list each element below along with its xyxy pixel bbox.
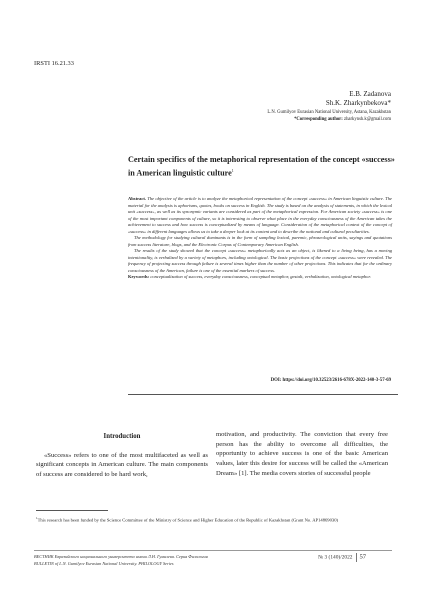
journal-name-ru: ВЕСТНИК Евразийского национального университета имени Л.Н. Гумилева. Серия Филология (34, 554, 208, 559)
author-affiliation: L.N. Gumilyov Eurasian National University, Astana, Kazakhstan (267, 110, 391, 115)
body-paragraph: «Success» refers to one of the most multifaceted as well as significant concepts in American culture. The main components of success are considered to be hard work, (36, 451, 208, 479)
footer-separator (356, 553, 357, 562)
issue-info (318, 553, 366, 562)
keywords-text: conceptualization of success, everyday consciousness, conceptual metaphor, gestalt, verbalization, ontological metaphor. (150, 274, 371, 279)
abstract-paragraph: The methodology for studying cultural dominants is in the form of sampling lexical, paremic, phraseological units, sayings and quotations from success literature, blogs, and the Electronic Corpus of Contemporary American English. (128, 235, 392, 247)
abstract-text: The objective of the article is to analyze the metaphorical representation of the concept «success» in American linguistic culture. The material for the analysis is aphorisms, quotes, books on success in English. The study is based on the analysis of statements, in which the lexical unit «success», as well as its synonymic variants are considered as part of the metaphorical expression. For American society «success» is one of the most important components of culture, so it is interesting to observe what place in the everyday consciousness of the American takes the achievement to success and how success is conceptualized by means of language. Consideration of the metaphorical context of the concept of «success» in different languages allows us to take a deeper look at its content and to describe the national and cultural peculiarities. (128, 196, 392, 234)
keywords-label: Keywords: (128, 274, 150, 279)
doi-label: DOI: (270, 378, 282, 383)
abstract-paragraph: The results of the study showed that the concept «success» metaphorically acts as an object, is likened to a living being, has a moving intentionality, is verbalized by a variety of metaphors, including ontological. The basic projections of the concept «success» were revealed. The frequency of projecting success through failure is several times higher than the number of other projections. This indicates that for the ordinary consciousness of the American, failure is one of the essential markers of success. (128, 248, 392, 273)
issue-number: № 3 (140)/2022 (318, 554, 353, 561)
article-title-text: Certain specifics of the metaphorical representation of the concept «success» in American linguistic culture (128, 155, 395, 178)
footnote-mark: 1 (36, 516, 38, 520)
doi (271, 378, 391, 383)
article-title (128, 155, 396, 179)
right-column (216, 430, 388, 479)
title-footnote-mark: 1 (231, 167, 234, 173)
abstract (128, 196, 392, 281)
divider (128, 394, 398, 395)
abstract-paragraph (128, 196, 392, 235)
journal-name-en: BULLETIN of L.N. Gumilyov Eurasian National University. PHILOLOGY Series (34, 561, 174, 567)
section-heading: Introduction (103, 433, 141, 440)
authors-block (91, 90, 391, 123)
body-paragraph: motivation, and productivity. The conviction that every free person has the ability to overcome all difficulties, the opportunity to achieve success is one of the basic American values, later this desire for success will be called the «American Dream» [1]. The media covers stories of successful people (216, 431, 388, 477)
corresponding-email: zharkynsh.k@gmail.com (343, 117, 391, 123)
left-column (36, 432, 208, 480)
footer-divider (34, 550, 392, 551)
doi-link[interactable]: https://doi.org/10.32523/2616-678X-2022-140-3-57-69 (282, 378, 391, 383)
footnote-divider (36, 510, 108, 511)
page-number: 57 (359, 553, 367, 561)
author-name: Sh.K. Zharkynbekova* (325, 99, 391, 107)
journal-footer (34, 553, 314, 568)
footnote-text: This research has been funded by the Science Committee of the Ministry of Science and Higher Education of the Republic of Kazakhstan (Grant No. AP14869030) (37, 517, 339, 523)
abstract-label: Abstract. (128, 196, 147, 201)
irsti-code: IRSTI 16.21.33 (34, 60, 74, 67)
corresponding-author (91, 116, 391, 123)
footnote (36, 515, 392, 524)
author-name: E.B. Zadanova (349, 90, 391, 98)
keywords (128, 274, 392, 281)
corresponding-label: *Corresponding author: (294, 117, 343, 123)
